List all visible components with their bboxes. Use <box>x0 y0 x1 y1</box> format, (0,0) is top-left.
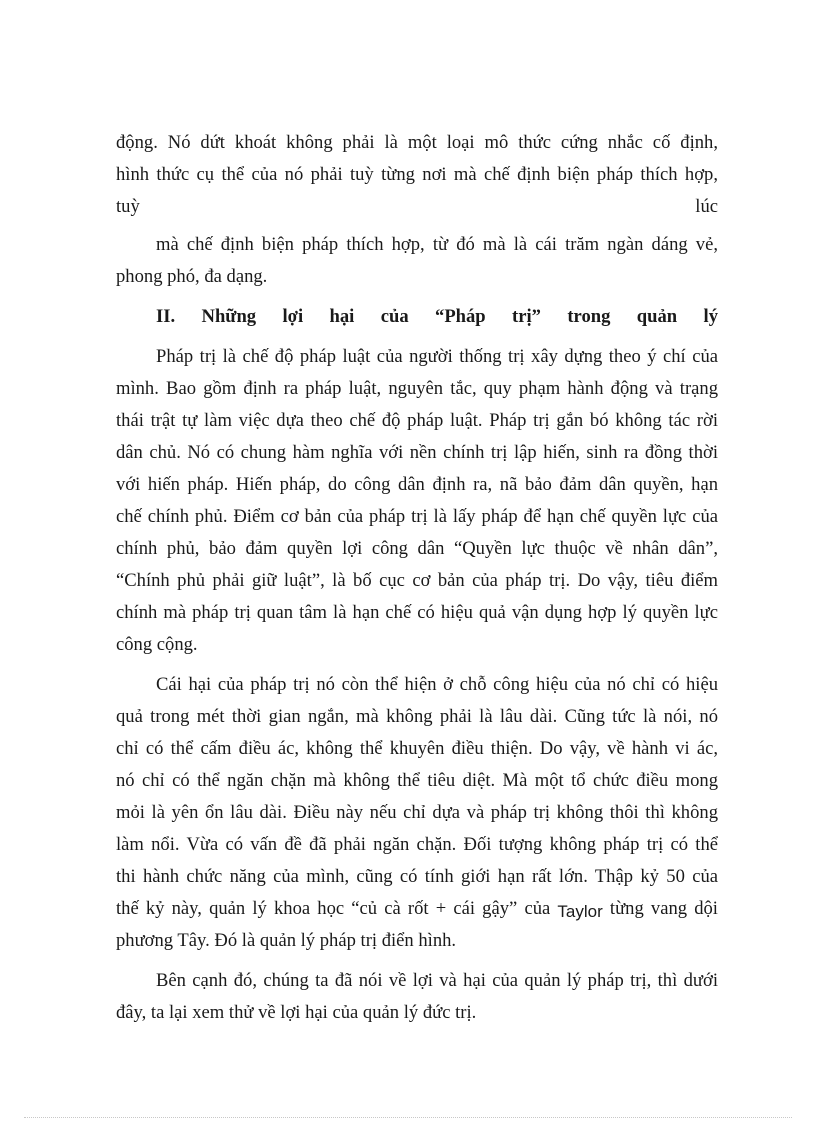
paragraph-line: làm nổi. Vừa có vấn đề đã phải ngăn chặn. Đối tượng không pháp trị có thể <box>116 834 718 855</box>
paragraph-line: thái trật tự làm việc dựa theo chế độ pháp luật. Pháp trị gắn bó không tác rời <box>116 410 718 431</box>
paragraph-line: chỉ có thể cấm điều ác, không thể khuyên điều thiện. Do vậy, về hành vi ác, <box>116 738 718 759</box>
paragraph-line: nó chỉ có thể ngăn chặn mà không thể tiêu diệt. Mà một tổ chức điều mong <box>116 770 718 791</box>
paragraph-line: mỏi là yên ổn lâu dài. Điều này nếu chỉ dựa và pháp trị không thôi thì không <box>116 802 718 823</box>
paragraph-line: mà chế định biện pháp thích hợp, từ đó mà là cái trăm ngàn dáng vẻ, <box>156 234 718 255</box>
line-segment: từng vang dội <box>609 898 718 919</box>
paragraph-line: công cộng. <box>116 634 198 655</box>
line-segment: thế kỷ này, quản lý khoa học “củ cà rốt + cái gậy” của <box>116 898 551 919</box>
paragraph-line: động. Nó dứt khoát không phải là một loại mô thức cứng nhắc cố định, <box>116 132 718 153</box>
paragraph-line <box>116 897 718 921</box>
paragraph-line: chính phủ, bảo đảm quyền lợi công dân “Quyền lực thuộc về nhân dân”, <box>116 538 718 559</box>
paragraph-line: phương Tây. Đó là quản lý pháp trị điển hình. <box>116 930 457 951</box>
paragraph-line: chính mà pháp trị quan tâm là hạn chế có hiệu quả vận dụng hợp lý quyền lực <box>116 602 718 623</box>
page-bottom-rule <box>24 1117 792 1118</box>
paragraph-line: với hiến pháp. Hiến pháp, do công dân định ra, nã bảo đảm dân quyền, hạn <box>116 474 718 495</box>
paragraph-line: quả trong mét thời gian ngắn, mà không phải là lâu dài. Cũng tức là nói, nó <box>116 706 718 727</box>
paragraph-line: đây, ta lại xem thử về lợi hại của quản lý đức trị. <box>116 1002 477 1023</box>
paragraph-line: mình. Bao gồm định ra pháp luật, nguyên tắc, quy phạm hành động và trạng <box>116 378 718 399</box>
paragraph-line: tuỳ lúc <box>116 196 718 217</box>
paragraph-line: hình thức cụ thể của nó phải tuỳ từng nơi mà chế định biện pháp thích hợp, <box>116 164 718 185</box>
section-heading: II. Những lợi hại của “Pháp trị” trong quản lý <box>156 306 718 327</box>
paragraph-line: Pháp trị là chế độ pháp luật của người thống trị xây dựng theo ý chí của <box>156 346 718 367</box>
paragraph-line: thi hành chức năng của mình, cũng có tính giới hạn rất lớn. Thập kỷ 50 của <box>116 866 718 887</box>
paragraph-line: chế chính phủ. Điểm cơ bản của pháp trị là lấy pháp để hạn chế quyền lực của <box>116 506 718 527</box>
paragraph-line: dân chủ. Nó có chung hàm nghĩa với nền chính trị lập hiến, sinh ra đồng thời <box>116 442 718 463</box>
paragraph-line: “Chính phủ phải giữ luật”, là bố cục cơ bản của pháp trị. Do vậy, tiêu điểm <box>116 570 718 591</box>
paragraph-line: Cái hại của pháp trị nó còn thể hiện ở chỗ công hiệu của nó chỉ có hiệu <box>156 674 718 695</box>
paragraph-line: phong phó, đa dạng. <box>116 266 268 287</box>
paragraph-line: Bên cạnh đó, chúng ta đã nói về lợi và hại của quản lý pháp trị, thì dưới <box>156 970 718 991</box>
inline-name-taylor: Taylor <box>557 902 603 921</box>
